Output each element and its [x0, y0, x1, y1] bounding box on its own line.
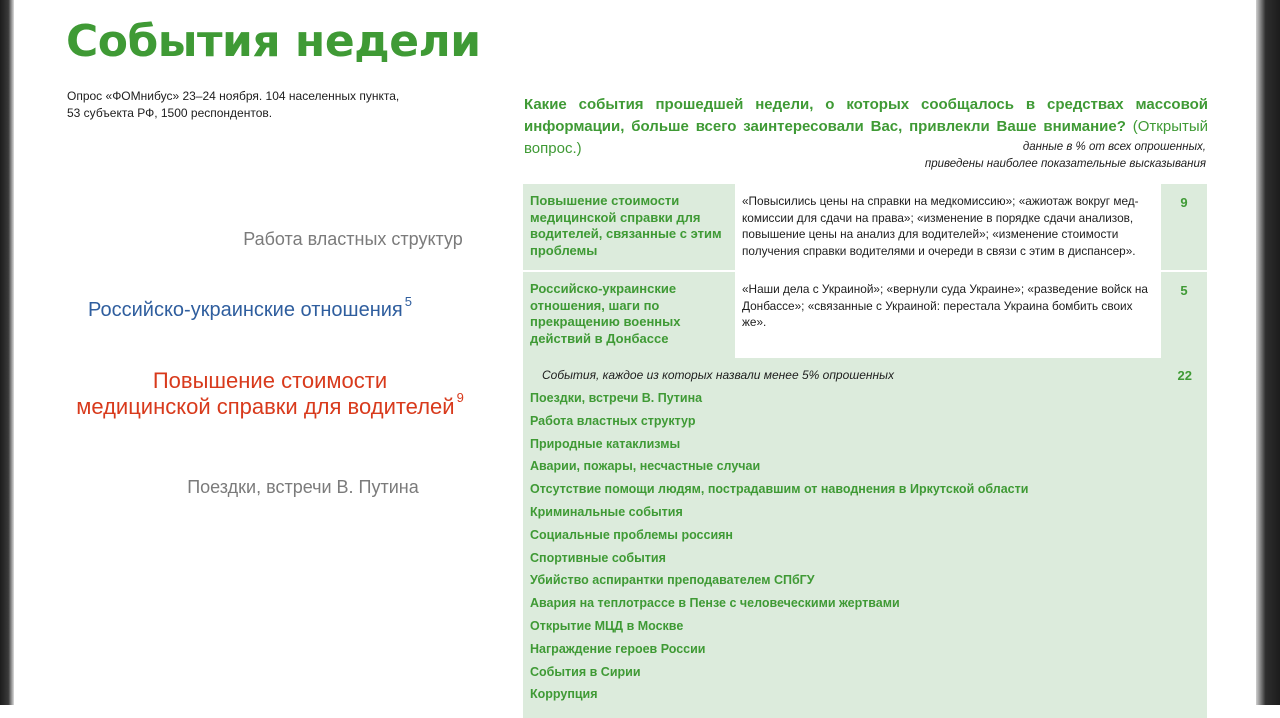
cloud-word-text: Работа властных структур — [243, 229, 463, 249]
survey-question-type: (Открытый вопрос.) — [524, 118, 1208, 157]
list-item: События в Сирии — [530, 664, 641, 679]
list-item: Аварии, пожары, несчастные случаи — [530, 459, 761, 474]
cloud-word-putin-trips — [150, 477, 456, 499]
list-item: Открытие МЦД в Москве — [530, 618, 684, 633]
table-row — [523, 184, 1207, 272]
minor-events-heading: События, каждое из которых назвали менее 5% опрошенных — [542, 368, 894, 382]
data-note-line-1: данные в % от всех опрошенных, — [1022, 141, 1206, 153]
table-cell-topic: Российско-украинские отношения, шаги по прекращению военных действий в Донбассе — [523, 272, 735, 358]
survey-info-line-2: 53 субъекта РФ, 1500 респондентов. — [67, 106, 273, 120]
cloud-word-text: Поездки, встречи В. Путина — [187, 477, 419, 497]
cloud-word-count: 5 — [404, 294, 412, 309]
list-item: Криминальные события — [530, 504, 683, 519]
table-cell-percent: 9 — [1161, 184, 1207, 270]
data-note — [846, 139, 1206, 173]
list-item: Отсутствие помощи людям, пострадавшим от наводнения в Иркутской области — [530, 482, 1029, 497]
list-item: Авария на теплотрассе в Пензе с человеческими жертвами — [530, 596, 900, 611]
minor-events-percent: 22 — [1177, 368, 1192, 383]
survey-info — [67, 88, 427, 122]
list-item: Поездки, встречи В. Путина — [530, 391, 703, 405]
table-cell-percent: 5 — [1161, 272, 1207, 358]
cloud-word-russia-ukraine — [40, 294, 460, 322]
cloud-word-line-2 — [40, 390, 500, 420]
survey-question-text: Какие события прошедшей недели, о которых сообщалось в средствах массовой информации, больше всего заинтересовали Вас, привлекли Ваше внимание? — [524, 96, 1208, 135]
minor-events-list — [530, 390, 1028, 709]
list-item: Награждение героев России — [530, 641, 706, 656]
list-item: Социальные проблемы россиян — [530, 527, 733, 542]
cloud-word-line-1: Повышение стоимости — [152, 368, 388, 393]
list-item: Природные катаклизмы — [530, 436, 681, 451]
cloud-word-text: Российско-украинские отношения — [88, 299, 403, 321]
cloud-word-text: медицинской справки для водителей — [76, 394, 455, 420]
survey-info-line-1: Опрос «ФОМнибус» 23–24 ноября. 104 населенных пункта, — [67, 89, 400, 103]
results-table — [523, 184, 1207, 360]
list-item: Спортивные события — [530, 550, 666, 565]
table-cell-topic: Повышение стоимости медицинской справки для водителей, связанные с этим проблемы — [523, 184, 735, 270]
viewer-left-edge — [0, 0, 14, 705]
list-item: Убийство аспирантки преподавателем СПбГУ — [530, 573, 815, 588]
cloud-word-medical-certificate — [40, 368, 500, 421]
page-title: События недели — [66, 16, 481, 67]
list-item: Работа властных структур — [530, 413, 696, 428]
list-item: Коррупция — [530, 687, 598, 702]
data-note-line-2: приведены наиболее показательные высказывания — [924, 158, 1206, 170]
table-cell-quotes: «Повысились цены на справки на медкомиссию»; «ажиотаж вокруг мед-комиссии для сдачи на права»; «изменение в порядке сдачи анализов, повышение цены на анализ для водителей»; «изменение стоимости получения справки водителями и очереди в связи с этим в диспансер». — [735, 184, 1161, 270]
viewer-right-edge — [1256, 0, 1280, 705]
table-row — [523, 272, 1207, 360]
cloud-word-count: 9 — [456, 390, 464, 406]
table-cell-quotes: «Наши дела с Украиной»; «вернули суда Украине»; «разведение войск на Донбассе»; «связанные с Украиной: перестала Украина бомбить своих же». — [735, 272, 1161, 358]
cloud-word-authorities — [200, 229, 506, 251]
minor-events-block — [523, 358, 1207, 718]
